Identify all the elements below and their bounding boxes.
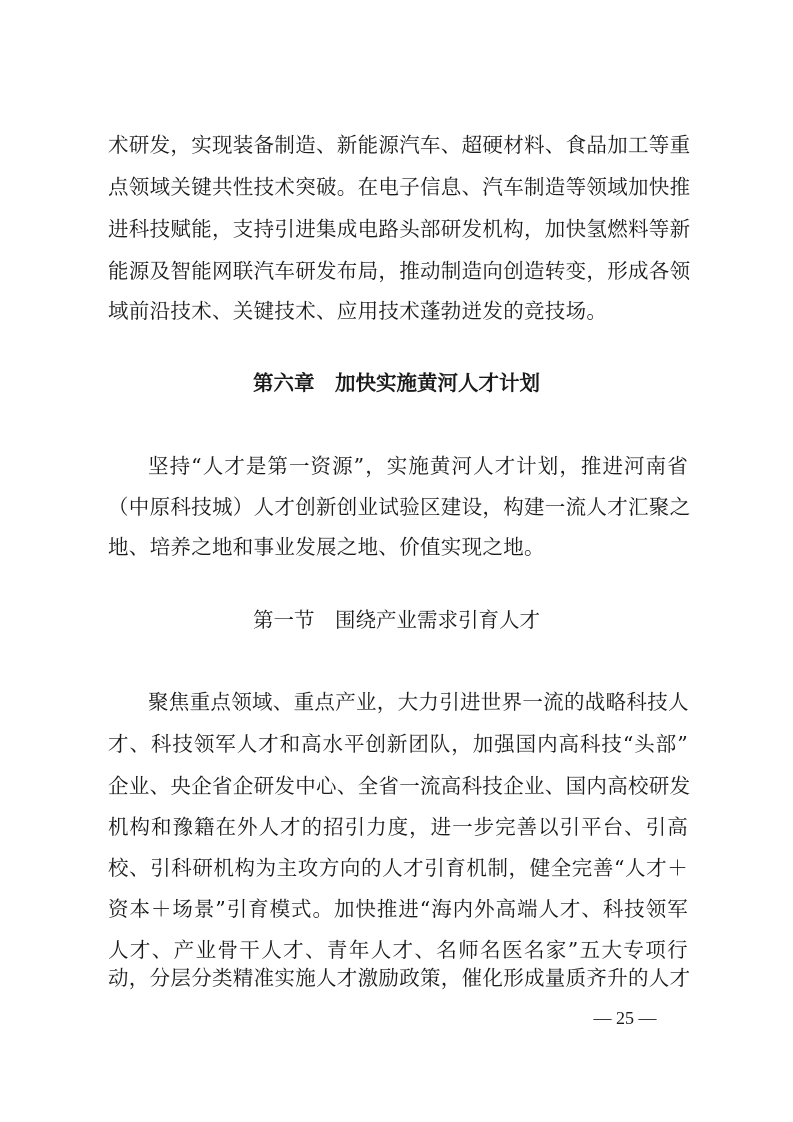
paragraph-line: 才、科技领军人才和高水平创新团队，加强国内高科技“头部” (108, 732, 688, 756)
chapter-heading: 第六章 加快实施黄河人才计划 (253, 371, 540, 395)
section-heading: 第一节 围绕产业需求引育人才 (253, 608, 540, 632)
paragraph-line: 坚持“人才是第一资源”，实施黄河人才计划，推进河南省 (148, 454, 688, 478)
paragraph-line: 点领域关键共性技术突破。在电子信息、汽车制造等领域加快推 (108, 175, 691, 199)
paragraph-line: 资本＋场景”引育模式。加快推进“海内外高端人才、科技领军 (108, 897, 688, 921)
paragraph-line: 机构和豫籍在外人才的招引力度，进一步完善以引平台、引高 (108, 815, 688, 839)
paragraph-line: 聚焦重点领域、重点产业，大力引进世界一流的战略科技人 (148, 690, 689, 714)
paragraph-line: 人才、产业骨干人才、青年人才、名师名医名家”五大专项行 (108, 938, 688, 962)
paragraph-line: 域前沿技术、关键技术、应用技术蓬勃迸发的竞技场。 (108, 299, 608, 323)
page-number: — 25 — (593, 1008, 657, 1028)
paragraph-line: 动，分层分类精准实施人才激励政策，催化形成量质齐升的人才 (108, 966, 691, 990)
paragraph-line: 地、培养之地和事业发展之地、价值实现之地。 (108, 535, 545, 559)
paragraph-line: 进科技赋能，支持引进集成电路头部研发机构，加快氢燃料等新 (108, 217, 691, 241)
paragraph-line: 校、引科研机构为主攻方向的人才引育机制，健全完善“人才＋ (108, 856, 688, 880)
paragraph-line: 术研发，实现装备制造、新能源汽车、超硬材料、食品加工等重 (108, 133, 691, 157)
paragraph-line: 能源及智能网联汽车研发布局，推动制造向创造转变，形成各领 (108, 259, 691, 283)
paragraph-line: 企业、央企省企研发中心、全省一流高科技企业、国内高校研发 (108, 774, 691, 798)
paragraph-line: （中原科技城）人才创新创业试验区建设，构建一流人才汇聚之 (108, 495, 691, 519)
